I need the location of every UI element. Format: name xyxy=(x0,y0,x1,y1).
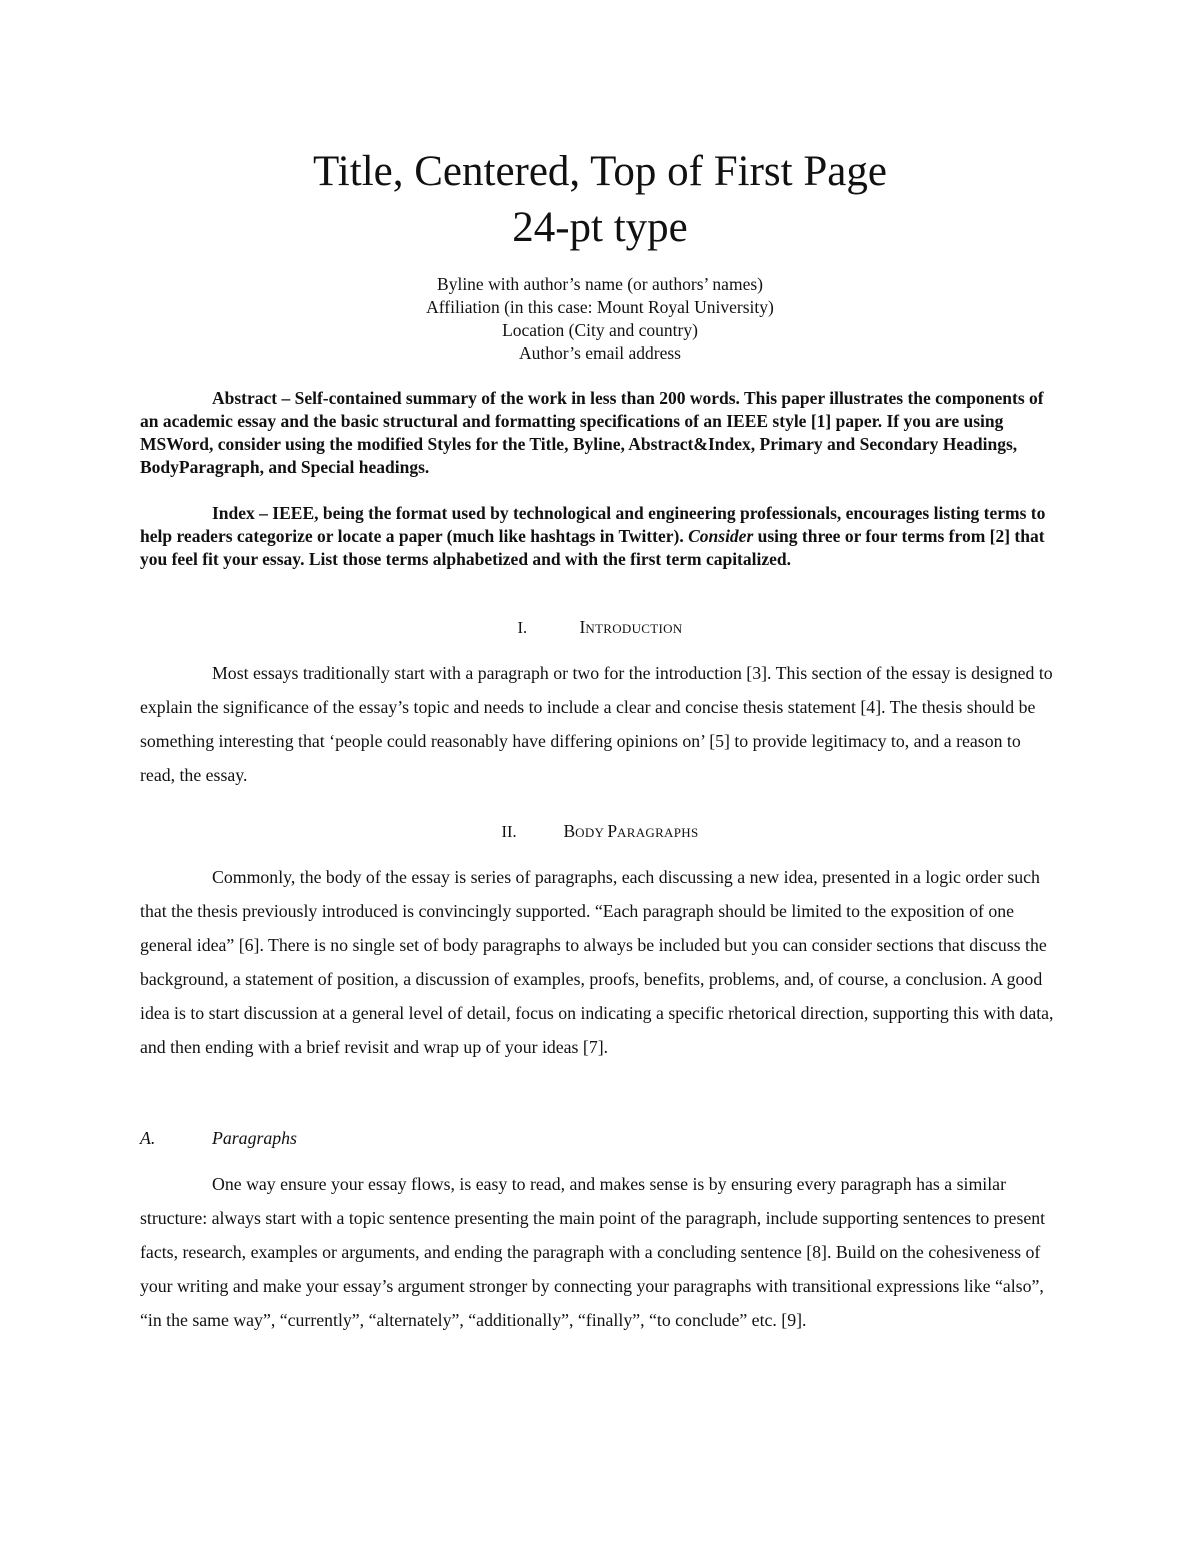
index-terms-paragraph xyxy=(140,502,1060,571)
byline-block xyxy=(140,273,1060,365)
paragraphs-section-text: One way ensure your essay flows, is easy to read, and makes sense is by ensuring every paragraph has a similar structure: always start with a topic sentence presenting the main point of the paragraph, include supporting sentences to present facts, research, examples or arguments, and ending the paragraph with a concluding sentence [8]. Build on the cohesiveness of your writing and make your essay’s argument stronger by connecting your paragraphs with transitional expressions like “also”, “in the same way”, “currently”, “alternately”, “additionally”, “finally”, “to conclude” etc. [9]. xyxy=(140,1174,1046,1330)
subsection-title: Paragraphs xyxy=(212,1128,297,1148)
index-emphasis: Consider xyxy=(688,526,754,546)
byline-authors: Byline with author’s name (or authors’ names) xyxy=(437,274,763,294)
section-title-rest: NTRODUCTION xyxy=(585,621,683,636)
paragraphs-section-paragraph xyxy=(140,1167,1060,1337)
section-title-initial: B xyxy=(563,821,576,841)
subsection-number: A. xyxy=(140,1128,156,1148)
section-heading-body-paragraphs xyxy=(140,820,1060,844)
introduction-paragraph xyxy=(140,656,1060,792)
byline-affiliation: Affiliation (in this case: Mount Royal University) xyxy=(426,297,774,317)
section-heading-introduction xyxy=(140,616,1060,640)
body-paragraphs-text: Commonly, the body of the essay is series of paragraphs, each discussing a new idea, presented in a logic order such that the thesis previously introduced is convincingly supported. “Each paragraph should be limited to the exposition of one general idea” [6]. There is no single set of body paragraphs to always be included but you can consider sections that discuss the background, a statement of position, a discussion of examples, proofs, benefits, problems, and, of course, a conclusion. A good idea is to start discussion at a general level of detail, focus on indicating a specific rhetorical direction, supporting this with data, and then ending with a brief revisit and wrap up of your ideas [7]. xyxy=(140,867,1054,1057)
byline-location: Location (City and country) xyxy=(502,320,698,340)
page-title: Title, Centered, Top of First Page xyxy=(313,148,887,195)
section-title-rest: ODY xyxy=(575,825,608,840)
abstract-text: Abstract – Self-contained summary of the work in less than 200 words. This paper illustrates the components of an academic essay and the basic structural and formatting specifications of an IEEE style [1] paper. If you are using MSWord, consider using the modified Styles for the Title, Byline, Abstract&Index, Primary and Secondary Headings, BodyParagraph, and Special headings. xyxy=(140,388,1044,477)
abstract-paragraph xyxy=(140,387,1060,479)
title-block xyxy=(140,144,1060,256)
section-title-initial: I xyxy=(579,617,586,637)
body-paragraphs-paragraph xyxy=(140,860,1060,1064)
introduction-text: Most essays traditionally start with a paragraph or two for the introduction [3]. This section of the essay is designed to explain the significance of the essay’s topic and needs to include a clear and concise thesis statement [4]. The thesis should be something interesting that ‘people could reasonably have differing opinions on’ [5] to provide legitimacy to, and a reason to read, the essay. xyxy=(140,663,1053,785)
section-number: II. xyxy=(501,822,517,841)
index-text-before: Index – IEEE, being the format used by technological and engineering professionals, encourages listing terms to help readers categorize or locate a paper (much like hashtags in Twitter). xyxy=(140,503,1046,546)
index-text-after: using three or four terms from [2] that you feel fit your essay. List those terms alphabetized and with the first term capitalized. xyxy=(140,526,1045,569)
section-title-initial-2: P xyxy=(607,821,618,841)
section-title-rest-2: ARAGRAPHS xyxy=(617,825,699,840)
subsection-heading-paragraphs xyxy=(140,1126,1060,1150)
byline-email: Author’s email address xyxy=(518,343,681,363)
section-number: I. xyxy=(517,618,528,637)
page-title-subline: 24-pt type xyxy=(512,204,688,251)
